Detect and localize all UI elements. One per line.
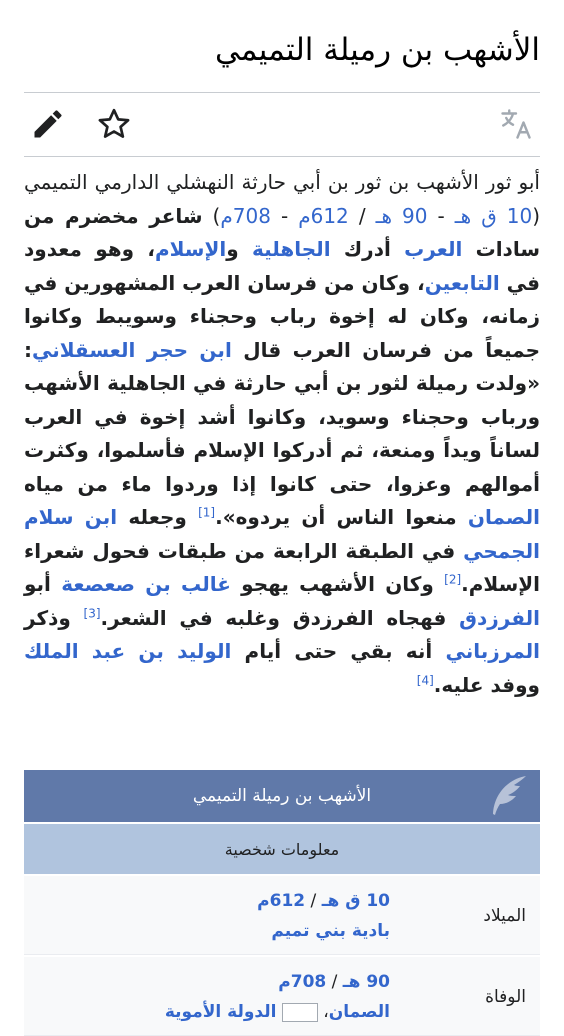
- text-run: -: [427, 203, 455, 228]
- infobox-section-header: معلومات شخصية: [24, 824, 540, 874]
- text-run: أدرك: [330, 237, 405, 261]
- birth-label: الميلاد: [483, 906, 526, 926]
- link-death-hijri[interactable]: 90 هـ: [342, 972, 390, 992]
- infobox-row-death: [24, 957, 540, 1036]
- text-run: وكان الأشهب يهجو: [230, 572, 445, 596]
- link-marzubani[interactable]: المرزباني: [445, 639, 541, 663]
- reference-2[interactable]: [2]: [444, 572, 462, 587]
- infobox-title: الأشهب بن رميلة التميمي: [192, 786, 372, 806]
- link-walid[interactable]: الوليد بن عبد الملك: [24, 639, 232, 663]
- infobox-row-birth: [24, 876, 540, 955]
- language-button[interactable]: [498, 106, 534, 142]
- link-summan[interactable]: الصمان: [467, 505, 540, 529]
- text-run: منعوا الناس أن يردوه».: [215, 505, 468, 529]
- text-run: فهجاه الفرزدق وغلبه في الشعر.: [100, 605, 460, 630]
- bold-text: [24, 204, 540, 697]
- link-arab[interactable]: العرب: [404, 237, 463, 261]
- edit-button[interactable]: [30, 106, 66, 142]
- text-run: و: [226, 237, 252, 261]
- link-tabiin[interactable]: التابعين: [424, 270, 500, 295]
- text-run: ووفد عليه.: [433, 672, 540, 697]
- link-90h[interactable]: 90 هـ: [375, 203, 428, 228]
- reference-1[interactable]: [1]: [198, 505, 216, 520]
- reference-3[interactable]: [3]: [83, 605, 101, 620]
- link-death-gregorian[interactable]: 708م: [278, 972, 327, 992]
- link-708[interactable]: 708م: [220, 203, 271, 228]
- link-death-place[interactable]: الصمان: [328, 1002, 390, 1022]
- toolbar-divider: [24, 156, 540, 157]
- birth-dates: [24, 886, 390, 916]
- death-place: [24, 997, 390, 1027]
- text-run: وذكر: [24, 605, 84, 630]
- link-ibn-sallam[interactable]: ابن سلام الجمحي: [24, 505, 540, 563]
- infobox-header: [24, 770, 540, 822]
- star-icon: [96, 106, 132, 142]
- quill-icon: [484, 772, 532, 820]
- link-jahiliya[interactable]: الجاهلية: [251, 237, 331, 261]
- text-run: /: [305, 891, 322, 911]
- watch-star-button[interactable]: [96, 106, 132, 142]
- link-10q[interactable]: 10 ق هـ: [454, 203, 533, 228]
- text-run: ،: [317, 1002, 329, 1022]
- birth-place: [24, 916, 390, 946]
- text-run: : «ولدت رميلة لثور بن أبي حارثة في الجاهلية الأشهب ورباب وحجناء وسويد، وكانوا أشد إخوة في العرب لساناً ويداً ومنعة، ثم أدركوا الإسلام فأسلموا، وكثرت أموالهم وعزوا، حتى كانوا إذا وردوا ماء من مياه: [24, 337, 540, 496]
- text-run: أبو ثور الأشهب بن ثور بن أبي حارثة النهشلي الدارمي التميمي (: [24, 170, 541, 228]
- birth-value: [24, 886, 400, 946]
- link-birth-place[interactable]: بادية بني تميم: [271, 921, 390, 941]
- link-ghalib[interactable]: غالب بن صعصعة: [61, 572, 231, 596]
- text-run: /: [326, 972, 343, 992]
- link-ibn-hajar[interactable]: ابن حجر العسقلاني: [32, 337, 232, 362]
- title-divider: [24, 92, 540, 93]
- death-value: [24, 967, 400, 1027]
- page-title: الأشهب بن رميلة التميمي: [214, 32, 540, 68]
- text-run: ، وكان من فرسان العرب المشهورين في زمانه، وكان له إخوة رباب وحجناء وسويبط وكانوا جميعاً من فرسان العرب قال: [24, 270, 541, 362]
- text-run: أنه بقي حتى أيام: [231, 639, 446, 663]
- link-farazdaq[interactable]: الفرزدق: [459, 605, 540, 630]
- text-run: -: [270, 203, 299, 228]
- flag-icon: [282, 1003, 318, 1022]
- link-612[interactable]: 612م: [298, 203, 349, 228]
- death-dates: [24, 967, 390, 997]
- link-islam[interactable]: الإسلام: [154, 237, 227, 261]
- text-run: /: [348, 203, 376, 228]
- text-run: وجعله: [117, 505, 199, 529]
- infobox: [24, 770, 540, 1036]
- link-birth-gregorian[interactable]: 612م: [257, 891, 306, 911]
- text-run: أبو: [24, 572, 62, 596]
- text-run: شاعر مخضرم من سادات: [24, 203, 540, 261]
- link-umayyad-state[interactable]: الدولة الأموية: [164, 1002, 277, 1022]
- death-label: الوفاة: [485, 987, 526, 1007]
- pencil-icon: [30, 106, 66, 142]
- text-run: ، وهو معدود في: [24, 237, 540, 295]
- text-run: ): [202, 203, 221, 228]
- article-lead-paragraph: [24, 166, 540, 702]
- reference-4[interactable]: [4]: [416, 672, 434, 687]
- translate-icon: [498, 106, 534, 142]
- text-run: في الطبقة الرابعة من طبقات فحول شعراء الإسلام.: [24, 538, 541, 596]
- link-birth-hijri[interactable]: 10 ق هـ: [321, 891, 390, 911]
